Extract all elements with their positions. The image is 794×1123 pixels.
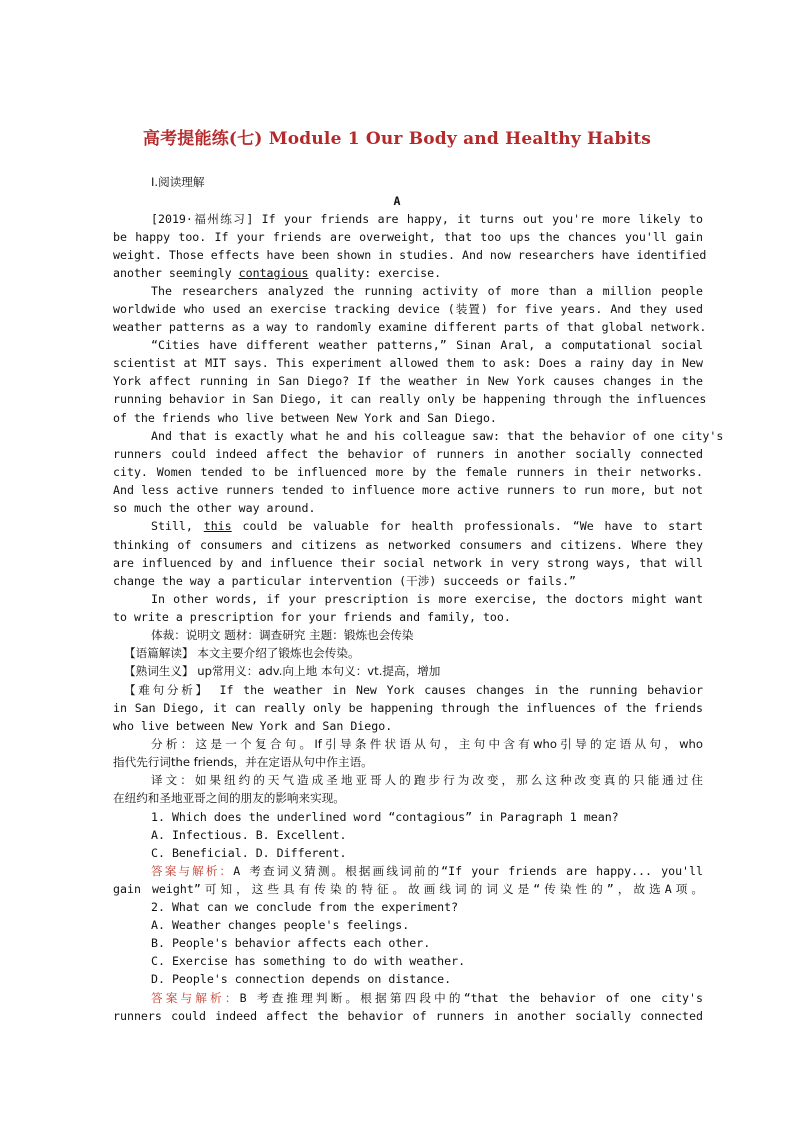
text-line	[151, 809, 703, 825]
text-line	[151, 917, 703, 933]
text-line	[113, 537, 703, 553]
text-line	[151, 627, 703, 643]
line-text: who live between New York and San Diego.	[113, 719, 393, 733]
line-text: so much the other way around.	[113, 501, 316, 515]
text-line	[113, 482, 703, 498]
line-text: are influenced by and influence their social network in very strong ways, that will	[113, 556, 703, 570]
line-text: “Cities have different weather patterns,” Sinan Aral, a computational social	[151, 338, 703, 352]
line-text: runners could indeed affect the behavior of runners in another socially connected	[113, 1009, 703, 1023]
line-text: be happy too. If your friends are overweight, that too ups the chances you'll gain	[113, 230, 703, 244]
line-text: 指代先行词the friends，并在定语从句中作主语。	[113, 755, 373, 769]
line-text: And that is exactly what he and his colleague saw: that the behavior of one city's	[151, 429, 724, 443]
text-line	[113, 373, 703, 389]
line-text: change the way a particular intervention (干涉) succeeds or fails.”	[113, 574, 576, 588]
text-line	[113, 355, 703, 371]
text-line	[113, 754, 703, 770]
underlined-word: contagious	[238, 266, 309, 280]
text-line	[113, 301, 703, 317]
text-line	[113, 718, 703, 734]
line-text: A. Weather changes people's feelings.	[151, 918, 410, 932]
text-line	[151, 971, 703, 987]
answer-label: 答案与解析：	[151, 991, 240, 1005]
text-line	[124, 682, 703, 698]
text-line	[113, 555, 703, 571]
text-line	[124, 645, 703, 661]
section-heading: Ⅰ.阅读理解	[151, 175, 205, 189]
text-line	[113, 500, 703, 516]
line-text: Still,	[151, 519, 204, 533]
line-text: 【熟词生义】 up常用义：adv.向上地 本句义：vt.提高，增加	[124, 664, 441, 678]
line-text: 【难句分析】 If the weather in New York causes changes in the running behavior	[124, 683, 703, 697]
text-line	[113, 881, 703, 897]
line-text: 在纽约和圣地亚哥之间的朋友的影响来实现。	[113, 791, 345, 805]
text-line	[113, 573, 703, 589]
text-line	[151, 772, 703, 788]
text-line	[113, 790, 703, 806]
text-line	[151, 211, 703, 227]
line-text: worldwide who used an exercise tracking device (装置) for five years. And they used	[113, 302, 703, 316]
text-line	[151, 428, 724, 444]
line-text: C. Exercise has something to do with weather.	[151, 954, 466, 968]
text-line	[151, 845, 703, 861]
underlined-word: this	[203, 519, 232, 533]
line-text: And less active runners tended to influence more active runners to run more, but not	[113, 483, 703, 497]
text-line	[151, 337, 703, 353]
passage-label: A	[393, 194, 401, 208]
line-text: to write a prescription for your friends and family, too.	[113, 610, 511, 624]
text-line	[151, 591, 703, 607]
text-line	[113, 464, 703, 480]
text-line	[151, 518, 703, 534]
line-text: A 考查词义猜测。根据画线词前的“If your friends are happy... you'll	[233, 864, 703, 878]
line-text: runners could indeed affect the behavior of runners in another socially connected	[113, 447, 703, 461]
line-text: [2019·福州练习] If your friends are happy, it turns out you're more likely to	[151, 212, 703, 226]
answer-label: 答案与解析：	[151, 864, 234, 878]
text-line	[113, 319, 707, 335]
line-text: 1. Which does the underlined word “contagious” in Paragraph 1 mean?	[151, 810, 619, 824]
text-line	[113, 229, 703, 245]
line-text: of the friends who live between New York and San Diego.	[113, 411, 497, 425]
line-text: C. Beneficial. D. Different.	[151, 846, 347, 860]
text-line	[113, 410, 703, 426]
line-text: thinking of consumers and citizens as networked consumers and citizens. Where they	[113, 538, 703, 552]
line-text: gain weight”可知，这些具有传染的特征。故画线词的词义是“传染性的”，故选A项。	[113, 882, 703, 896]
line-text: 体裁：说明文 题材：调查研究 主题：锻炼也会传染	[151, 628, 414, 642]
line-text-rest: could be valuable for health professionals. “We have to start	[231, 519, 703, 533]
line-text: city. Women tended to be influenced more by the female runners in their networks.	[113, 465, 703, 479]
text-line	[113, 247, 707, 263]
text-line	[113, 446, 703, 462]
line-text: 【语篇解读】 本文主要介绍了锻炼也会传染。	[124, 646, 360, 660]
text-line	[113, 700, 703, 716]
line-text: York affect running in San Diego? If the weather in New York causes changes in the	[113, 374, 703, 388]
text-line	[151, 827, 703, 843]
text-line	[113, 609, 703, 625]
text-line	[113, 1008, 703, 1024]
line-text: another seemingly	[113, 266, 239, 280]
text-line	[113, 265, 703, 281]
text-line	[124, 663, 703, 679]
line-text: In other words, if your prescription is more exercise, the doctors might want	[151, 592, 703, 606]
page-title: 高考提能练(七) Module 1 Our Body and Healthy Habits	[142, 129, 652, 149]
line-text: 分析：这是一个复合句。If引导条件状语从句，主句中含有who引导的定语从句，who	[151, 737, 703, 751]
line-text: weather patterns as a way to randomly examine different parts of that global network.	[113, 320, 707, 334]
text-line	[151, 863, 703, 879]
line-text: The researchers analyzed the running activity of more than a million people	[151, 284, 703, 298]
line-text: running behavior in San Diego, it can really only be happening through the influences	[113, 392, 707, 406]
text-line	[151, 935, 703, 951]
line-text: scientist at MIT says. This experiment allowed them to ask: Does a rainy day in New	[113, 356, 703, 370]
line-text: A. Infectious. B. Excellent.	[151, 828, 347, 842]
line-text: weight. Those effects have been shown in studies. And now researchers have identified	[113, 248, 707, 262]
text-line	[151, 953, 703, 969]
line-text: B. People's behavior affects each other.	[151, 936, 431, 950]
line-text: B 考查推理判断。根据第四段中的“that the behavior of one city's	[239, 991, 703, 1005]
line-text: 译文：如果纽约的天气造成圣地亚哥人的跑步行为改变，那么这种改变真的只能通过住	[151, 773, 703, 787]
line-text: D. People's connection depends on distance.	[151, 972, 452, 986]
text-line	[113, 391, 707, 407]
line-text: 2. What can we conclude from the experiment?	[151, 900, 459, 914]
text-line	[151, 283, 703, 299]
line-text: in San Diego, it can really only be happening through the influences of the friends	[113, 701, 703, 715]
line-text-rest: quality: exercise.	[308, 266, 442, 280]
text-line	[151, 990, 703, 1006]
text-line	[151, 899, 703, 915]
text-line	[151, 736, 703, 752]
